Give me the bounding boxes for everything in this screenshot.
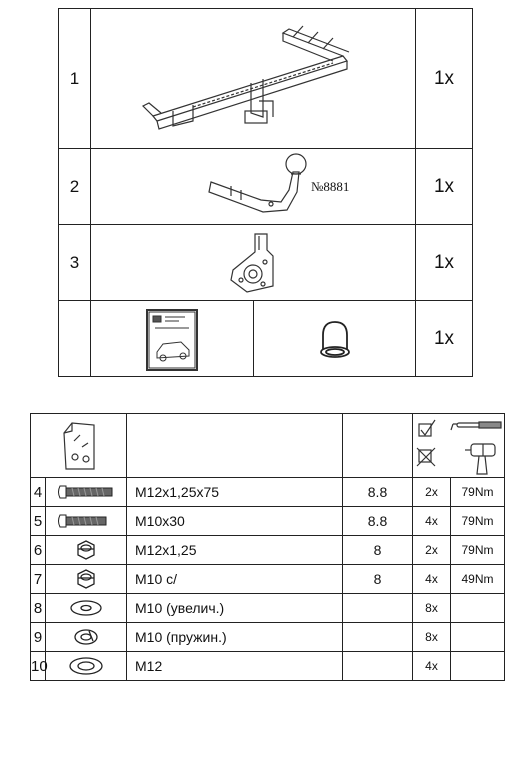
hardware-grade bbox=[343, 623, 413, 652]
hardware-spec: M12x1,25 bbox=[127, 536, 343, 565]
kit-row bbox=[59, 149, 473, 225]
hardware-quantity: 8x bbox=[413, 623, 451, 652]
hardware-torque: 79Nm bbox=[451, 536, 505, 565]
tool-icons-cell bbox=[413, 414, 505, 478]
hardware-torque: 49Nm bbox=[451, 565, 505, 594]
header-spacer bbox=[343, 414, 413, 478]
bolt-icon bbox=[56, 513, 116, 529]
hardware-row bbox=[31, 478, 505, 507]
hardware-row bbox=[31, 594, 505, 623]
hardware-image-cell bbox=[46, 536, 127, 565]
hardware-torque: 79Nm bbox=[451, 478, 505, 507]
hardware-image-cell bbox=[46, 478, 127, 507]
spring-washer-icon bbox=[71, 627, 101, 647]
hardware-spec: M12x1,25x75 bbox=[127, 478, 343, 507]
flat-washer-icon bbox=[68, 599, 104, 617]
row-number: 10 bbox=[31, 652, 46, 681]
ball-cap-icon bbox=[315, 317, 355, 361]
hardware-quantity: 2x bbox=[413, 536, 451, 565]
part-image-cell bbox=[91, 301, 254, 377]
hardware-torque: 79Nm bbox=[451, 507, 505, 536]
part-quantity: 1x bbox=[416, 225, 473, 301]
hardware-torque bbox=[451, 652, 505, 681]
part-quantity: 1x bbox=[416, 149, 473, 225]
row-number bbox=[59, 301, 91, 377]
hardware-grade: 8.8 bbox=[343, 478, 413, 507]
hardware-quantity: 4x bbox=[413, 507, 451, 536]
row-number: 6 bbox=[31, 536, 46, 565]
row-number: 5 bbox=[31, 507, 46, 536]
hardware-quantity: 8x bbox=[413, 594, 451, 623]
hardware-quantity: 4x bbox=[413, 652, 451, 681]
hardware-spec: M10 с/ bbox=[127, 565, 343, 594]
row-number: 8 bbox=[31, 594, 46, 623]
kit-row bbox=[59, 301, 473, 377]
hardware-image-cell bbox=[46, 507, 127, 536]
hardware-row bbox=[31, 565, 505, 594]
part-image-cell bbox=[91, 225, 416, 301]
hardware-quantity: 4x bbox=[413, 565, 451, 594]
hardware-image-cell bbox=[46, 623, 127, 652]
hardware-row bbox=[31, 536, 505, 565]
towbar-crossbar-icon bbox=[133, 21, 373, 136]
hex-nut-icon bbox=[74, 539, 98, 561]
row-number: 4 bbox=[31, 478, 46, 507]
hardware-grade: 8 bbox=[343, 565, 413, 594]
hardware-spec: M10 (увелич.) bbox=[127, 594, 343, 623]
hardware-row bbox=[31, 623, 505, 652]
row-number: 7 bbox=[31, 565, 46, 594]
hardware-torque bbox=[451, 594, 505, 623]
kit-row bbox=[59, 9, 473, 149]
manual-booklet-icon bbox=[141, 306, 203, 372]
part-quantity: 1x bbox=[416, 301, 473, 377]
row-number: 1 bbox=[59, 9, 91, 149]
flat-washer-icon bbox=[66, 656, 106, 676]
hardware-quantity: 2x bbox=[413, 478, 451, 507]
socket-bracket-icon bbox=[223, 230, 283, 296]
hardware-row bbox=[31, 507, 505, 536]
hardware-row bbox=[31, 652, 505, 681]
hardware-grade bbox=[343, 652, 413, 681]
hardware-header-row bbox=[31, 414, 505, 478]
torque-wrench-icon bbox=[449, 420, 505, 440]
kit-parts-table bbox=[58, 8, 473, 377]
part-image-cell bbox=[254, 301, 416, 377]
kit-row bbox=[59, 225, 473, 301]
hardware-table bbox=[30, 413, 505, 681]
hardware-grade: 8 bbox=[343, 536, 413, 565]
hardware-image-cell bbox=[46, 652, 127, 681]
part-code: №8881 bbox=[311, 179, 350, 194]
long-bolt-icon bbox=[56, 484, 116, 500]
tow-ball-neck-icon bbox=[201, 152, 401, 222]
row-number: 2 bbox=[59, 149, 91, 225]
hardware-bag-cell bbox=[31, 414, 127, 478]
hardware-bag-icon bbox=[58, 419, 100, 473]
hardware-image-cell bbox=[46, 565, 127, 594]
hardware-grade: 8.8 bbox=[343, 507, 413, 536]
row-number: 3 bbox=[59, 225, 91, 301]
hardware-spec: M10 (пружин.) bbox=[127, 623, 343, 652]
hardware-image-cell bbox=[46, 594, 127, 623]
row-number: 9 bbox=[31, 623, 46, 652]
header-spacer bbox=[127, 414, 343, 478]
hardware-grade bbox=[343, 594, 413, 623]
hex-nut-icon bbox=[74, 568, 98, 590]
hardware-spec: M12 bbox=[127, 652, 343, 681]
part-quantity: 1x bbox=[416, 9, 473, 149]
impact-wrench-icon bbox=[463, 442, 503, 476]
hardware-torque bbox=[451, 623, 505, 652]
hardware-spec: M10x30 bbox=[127, 507, 343, 536]
part-image-cell bbox=[91, 9, 416, 149]
part-image-cell bbox=[91, 149, 416, 225]
